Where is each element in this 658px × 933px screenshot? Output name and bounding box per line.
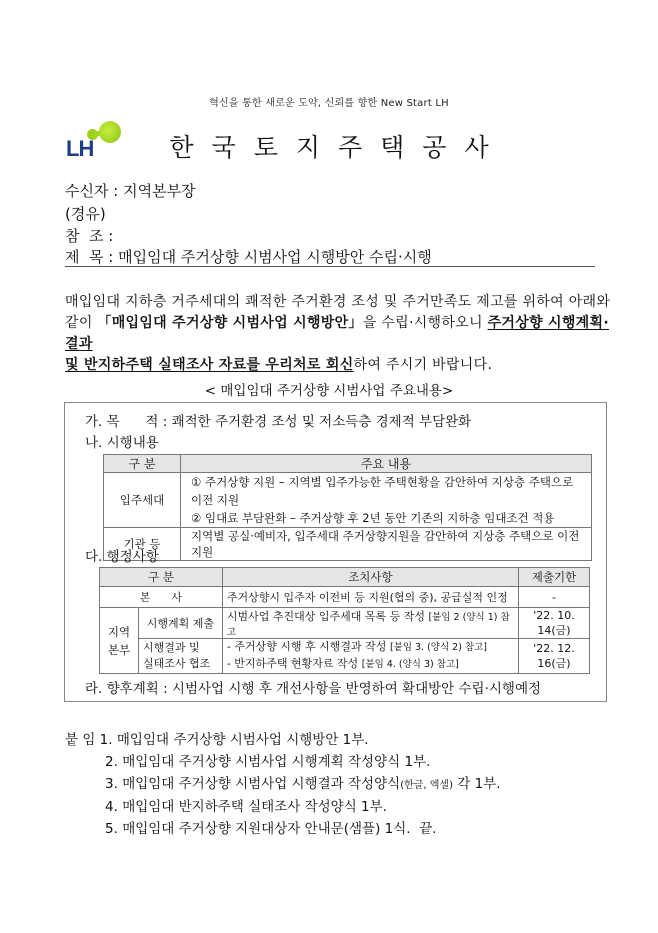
content-item: ② 임대료 부담완화 – 주거상향 후 2년 동안 기존의 지하층 임대조건 적용 — [191, 511, 555, 525]
table-row — [104, 528, 592, 561]
header-action: 조치사항 — [222, 568, 518, 587]
result-action — [222, 639, 518, 674]
result-sub-line1: 시행결과 및 — [143, 641, 200, 654]
via-row — [65, 203, 106, 224]
body-line-1: 매입임대 지하층 거주세대의 쾌적한 주거환경 조성 및 주거만족도 제고를 위하여 아래와 — [65, 294, 611, 310]
table-header-row — [104, 455, 592, 473]
header-category: 구 분 — [104, 455, 181, 473]
attachment-tail: 각 1부. — [453, 776, 501, 792]
recipient-colon: : — [113, 182, 124, 200]
attachment-num: 3. — [105, 776, 118, 792]
attachment-text: 매입임대 주거상향 지원대상자 안내문(샘플) 1식. 끝. — [122, 821, 437, 837]
result-action-line2 — [227, 656, 514, 673]
table-header-row — [100, 568, 590, 587]
result-note2: [붙임 4. (양식 3) 참고] — [361, 659, 459, 670]
hq-action: 주거상향시 입주자 이전비 등 지원(협의 중), 공급실적 인정 — [222, 587, 518, 608]
hq-category: 본 사 — [100, 587, 223, 608]
row-category: 기관 등 — [104, 528, 181, 561]
slogan: 혁신을 통한 새로운 도약, 신뢰를 향한 New Start LH — [209, 98, 449, 109]
header-deadline: 제출기한 — [519, 568, 590, 587]
header-content: 주요 내용 — [181, 455, 592, 473]
reference-label: 참 조 — [65, 227, 104, 245]
result-action2-text: - 반지하주택 현황자료 작성 — [226, 657, 359, 670]
table-row — [100, 587, 590, 608]
body-line-2 — [65, 313, 615, 355]
plan-sub: 시행계획 제출 — [139, 608, 223, 639]
logo-text: LH — [66, 136, 94, 161]
attachment-num: 4. — [105, 799, 118, 815]
body-paragraph — [65, 292, 615, 376]
attachment-text: 매입임대 주거상향 시범사업 시행결과 작성양식 — [122, 776, 401, 792]
table-row — [104, 473, 592, 528]
admin-table — [99, 567, 590, 674]
result-sub — [139, 639, 223, 674]
body-line2-mid: 을 수립·시행하오니 — [362, 315, 488, 331]
table-row — [100, 608, 590, 639]
result-note1: [붙임 3. (양식 2) 참고] — [389, 642, 488, 653]
future-plan-line: 라. 향후계획 : 시범사업 시행 후 개선사항을 반영하여 확대방안 수립·시행예정 — [85, 681, 542, 697]
implementation-title: 나. 시행내용 — [85, 435, 159, 451]
subject-value: 매입임대 주거상향 시범사업 시행방안 수립·시행 — [118, 248, 432, 266]
content-item: ① 주거상향 지원 – 지역별 입주가능한 주택현황을 감안하여 지상층 주택으로 이전 지원 — [191, 475, 574, 507]
result-action-line1 — [227, 639, 514, 656]
table-row — [100, 639, 590, 674]
attachment-item-4 — [105, 795, 387, 815]
recipient-label: 수신자 — [65, 182, 109, 200]
admin-title: 다. 행정사항 — [85, 549, 159, 565]
implementation-table — [103, 454, 592, 561]
via-label: (경유) — [65, 205, 106, 223]
attachment-num: 2. — [105, 754, 118, 770]
organization-name: 한국토지주택공사 — [169, 133, 507, 162]
summary-title: < 매입임대 주거상향 시범사업 주요내용> — [204, 383, 454, 399]
plan-action — [222, 608, 518, 639]
attachment-num: 1. — [99, 732, 113, 748]
regional-category-label: 지역본부 — [107, 624, 131, 657]
body-line2-pre: 같이 — [65, 315, 98, 331]
subject-label: 제 목 — [65, 248, 104, 266]
attachment-text: 매입임대 주거상향 시범사업 시행계획 작성양식 1부. — [122, 754, 431, 770]
regional-category — [100, 608, 139, 674]
plan-note: [붙임 2 (양식 1) 참고 — [226, 612, 510, 638]
request-underline-1: 주거상향 시행계획·결과 — [65, 315, 609, 352]
subject-row — [65, 246, 432, 267]
recipient-value: 지역본부장 — [123, 182, 196, 200]
attachment-item-2 — [105, 750, 430, 770]
result-action1-text: - 주거상향 시행 후 시행결과 작성 — [226, 640, 387, 653]
plan-deadline: '22. 10. 14(금) — [519, 608, 590, 639]
attachments-label: 붙 임 — [65, 732, 96, 748]
header-divider — [65, 266, 595, 267]
result-sub-line2: 실태조사 협조 — [143, 657, 211, 670]
reference-row — [65, 225, 118, 246]
attachment-text: 매입임대 주거상향 시범사업 시행방안 1부. — [116, 732, 369, 748]
attachment-item-5 — [105, 817, 436, 837]
result-deadline: '22. 12. 16(금) — [519, 639, 590, 674]
attachment-num: 5. — [105, 821, 118, 837]
subject-colon: : — [103, 248, 119, 266]
row-category: 입주세대 — [104, 473, 181, 528]
attachment-item-1 — [65, 728, 369, 748]
reference-colon: : — [103, 227, 119, 245]
attachment-item-3 — [105, 772, 501, 792]
plan-title-bold: 「매입임대 주거상향 시범사업 시행방안」 — [97, 315, 363, 331]
request-underline-2: 및 반지하주택 실태조사 자료를 우리처로 회신 — [65, 357, 354, 373]
summary-box — [64, 402, 607, 702]
body-line-3 — [65, 355, 615, 376]
attachment-text: 매입임대 반지하주택 실태조사 작성양식 1부. — [122, 799, 387, 815]
purpose-line: 가. 목 적 : 쾌적한 주거환경 조성 및 저소득층 경제적 부담완화 — [85, 414, 472, 430]
hq-deadline: - — [519, 587, 590, 608]
recipient-row — [65, 180, 196, 201]
plan-action-text: 시범사업 추진대상 입주세대 목록 등 작성 — [226, 610, 425, 623]
header-category: 구 분 — [100, 568, 223, 587]
row-content — [181, 473, 592, 528]
body-line3-post: 하여 주시기 바랍니다. — [353, 357, 493, 373]
row-content: 지역별 공실·예비자, 입주세대 주거상향지원을 감안하여 지상층 주택으로 이전 지원 — [181, 528, 592, 561]
attachment-format-note: (한글, 엑셀) — [400, 780, 453, 791]
